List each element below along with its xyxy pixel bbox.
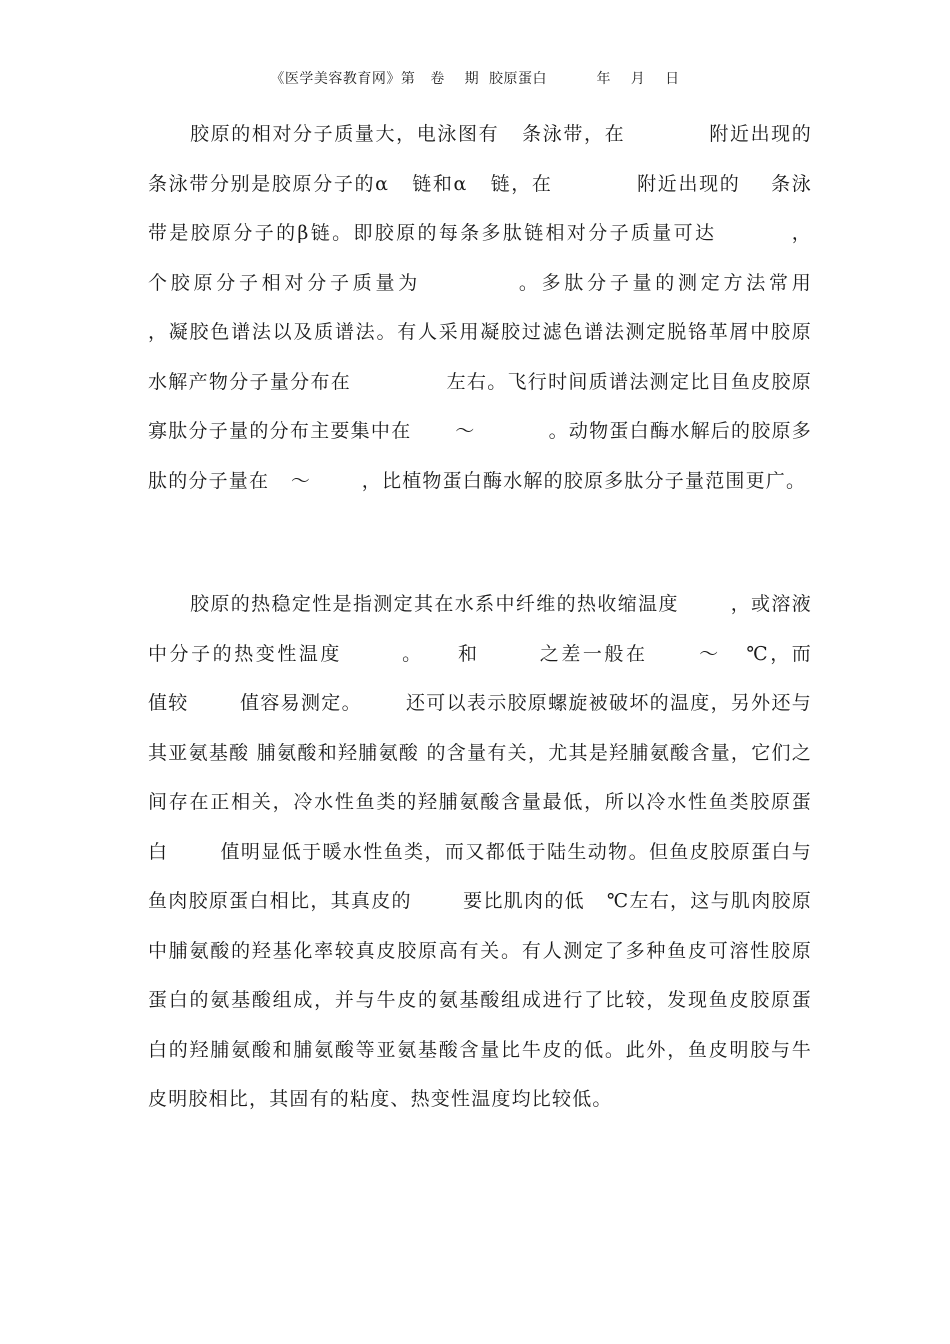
paragraph-molecular-weight: 胶原的相对分子质量大，电泳图有 条泳带，在 附近出现的 条泳带分别是胶原分子的α 链和α 链，在 附近出现的 条泳带是胶原分子的β链。即胶原的每条多肽链相对分子质量可达 ， 个胶原分子相对分子质量为 。多肽分子量的测定方法常用 ，凝胶色谱法以及质谱法。有人采用凝胶过滤色谱法测定脱铬革屑中胶原水解产物分子量分布在 左右。飞行时间质谱法测定比目鱼皮胶原寡肽分子量的分布主要集中在 ～ 。动物蛋白酶水解后的胶原多肽的分子量在 ～ ，比植物蛋白酶水解的胶原多肽分子量范围更广。 bbox=[148, 123, 936, 492]
page-header: 《医学美容教育网》第 卷 期 胶原蛋白 年 月 日 bbox=[270, 71, 680, 87]
paragraph-thermal-stability: 胶原的热稳定性是指测定其在水系中纤维的热收缩温度 ，或溶液中分子的热变性温度 。 和 之差一般在 ～ ℃，而 值较 值容易测定。 还可以表示胶原螺旋被破坏的温度，另外还与其亚氨基酸 脯氨酸和羟脯氨酸 的含量有关，尤其是羟脯氨酸含量，它们之间存在正相关，冷水性鱼类的羟脯氨酸含量最低，所以冷水性鱼类胶原蛋白 值明显低于暖水性鱼类，而又都低于陆生动物。但鱼皮胶原蛋白与鱼肉胶原蛋白相比，其真皮的 要比肌肉的低 ℃左右，这与肌肉胶原中脯氨酸的羟基化率较真皮胶原高有关。有人测定了多种鱼皮可溶性胶原蛋白的氨基酸组成，并与牛皮的氨基酸组成进行了比较，发现鱼皮胶原蛋白的羟脯氨酸和脯氨酸等亚氨基酸含量比牛皮的低。此外，鱼皮明胶与牛皮明胶相比，其固有的粘度、热变性温度均比较低。 bbox=[148, 593, 863, 1110]
